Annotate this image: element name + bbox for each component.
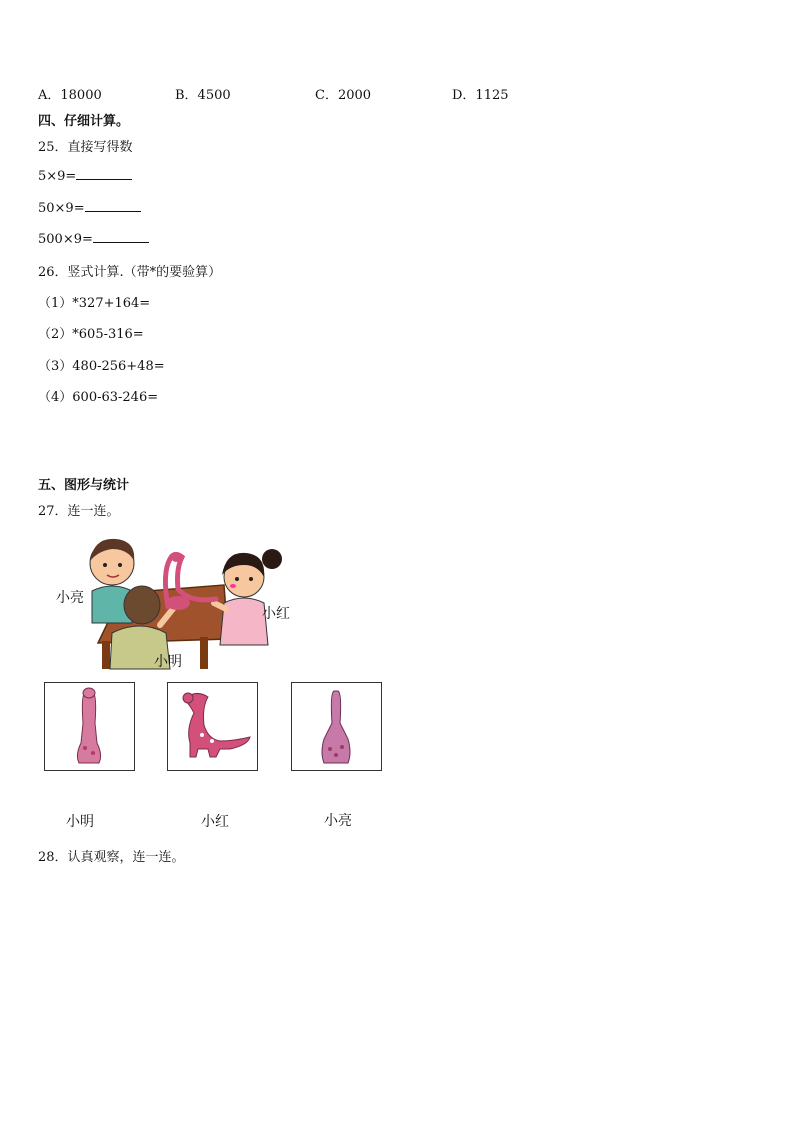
view-box-front[interactable] xyxy=(44,682,135,771)
dinosaur-side-view-image xyxy=(168,683,257,770)
q26-item-2: （2）*605-316= xyxy=(38,327,144,342)
choice-b: B．4500 xyxy=(175,88,231,103)
name-option-3[interactable]: 小亮 xyxy=(324,813,352,829)
scene-illustration xyxy=(50,533,290,671)
scene-label-xiaoliang: 小亮 xyxy=(56,590,84,606)
q26-item-1: （1）*327+164= xyxy=(38,296,151,311)
view-box-back[interactable] xyxy=(291,682,382,771)
view-box-side[interactable] xyxy=(167,682,258,771)
scene-label-xiaoming: 小明 xyxy=(154,654,182,670)
name-option-2[interactable]: 小红 xyxy=(201,814,229,830)
q25-item-1 xyxy=(38,167,132,184)
scene-label-xiaohong: 小红 xyxy=(262,606,290,622)
q25-item-1-expr: 5×9= xyxy=(38,169,77,184)
answer-blank[interactable] xyxy=(76,167,132,180)
dinosaur-back-view-image xyxy=(292,683,381,770)
q26-item-4: （4）600-63-246= xyxy=(38,390,159,405)
q25-item-2-expr: 50×9= xyxy=(38,201,85,216)
section-5-title: 五、图形与统计 xyxy=(38,478,130,493)
answer-blank[interactable] xyxy=(85,199,141,212)
q27-title: 27．连一连。 xyxy=(38,504,120,519)
q26-title: 26．竖式计算.（带*的要验算） xyxy=(38,265,222,280)
choice-d: D．1125 xyxy=(452,88,509,103)
q28-title: 28．认真观察，连一连。 xyxy=(38,850,185,865)
choice-c: C．2000 xyxy=(315,88,372,103)
q25-item-3 xyxy=(38,230,149,247)
section-4-title: 四、仔细计算。 xyxy=(38,114,130,129)
dinosaur-front-view-image xyxy=(45,683,134,770)
choice-a: A．18000 xyxy=(38,88,102,103)
q25-item-2 xyxy=(38,199,141,216)
q25-title: 25．直接写得数 xyxy=(38,140,133,155)
answer-blank[interactable] xyxy=(93,230,149,243)
q25-item-3-expr: 500×9= xyxy=(38,232,93,247)
name-option-1[interactable]: 小明 xyxy=(66,814,94,830)
q26-item-3: （3）480-256+48= xyxy=(38,359,165,374)
